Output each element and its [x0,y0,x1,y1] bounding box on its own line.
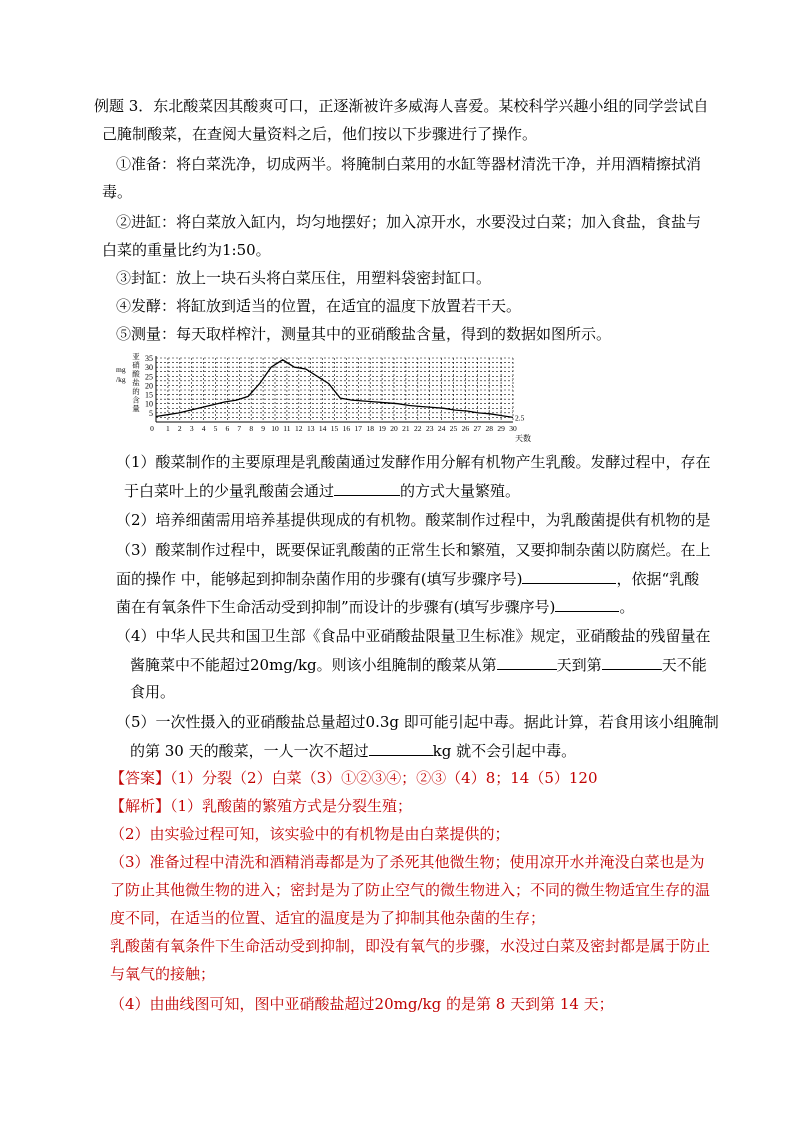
x-tick-label: 3 [189,424,194,433]
x-tick-label: 26 [461,424,470,433]
y-axis-label-char: 的 [132,386,140,396]
y-axis-label-char: 量 [132,404,140,414]
x-tick-label: 9 [261,424,265,433]
x-tick-label: 24 [437,424,446,433]
analysis-line-5: 度不同，在适当的位置、适宜的温度是为了抑制其他杂菌的生存； [110,909,546,927]
y-axis-label-char: 盐 [132,378,140,388]
analysis-label: 【解析】 [110,797,171,815]
y-axis-label-char: 酸 [132,369,140,379]
x-tick-label: 20 [390,424,398,433]
y-tick-label: 35 [145,354,153,363]
y-axis-label-char: 含 [132,395,140,405]
x-tick-label: 12 [295,424,303,433]
x-tick-label: 19 [378,424,386,433]
q4-text-c: 天不能 [661,656,707,674]
q3-line-3 [116,596,634,617]
q4-line-3: 食用。 [130,683,176,701]
step-3: ③封缸：放上一块石头将白菜压住，用塑料袋密封缸口。 [116,269,492,287]
x-tick-label: 2 [177,424,182,433]
intro-line-1: 例题 3．东北酸菜因其酸爽可口，正逐渐被许多威海人喜爱。某校科学兴趣小组的同学尝试自 [94,97,709,115]
x-tick-label: 30 [509,424,517,433]
q2-line: （2）培养细菌需用培养基提供现成的有机物。酸菜制作过程中，为乳酸菌提供有机物的是 [116,511,711,529]
q3-text-b: ，依据“乳酸 [616,570,700,588]
x-tick-label: 6 [225,424,230,433]
q5-text-a: 的第 30 天的酸菜，一人一次不超过 [130,742,369,760]
nitrite-chart [116,352,544,446]
step-1-line-2: 毒。 [102,183,133,201]
step-2-line-1: ②进缸：将白菜放入缸内，均匀地摆好；加入凉开水，水要没过白菜；加入食盐，食盐与 [116,213,702,231]
q3-line-1: （3）酸菜制作过程中，既要保证乳酸菌的正常生长和繁殖，又要抑制杂菌以防腐烂。在上 [116,541,711,559]
y-tick-label: 5 [149,408,153,418]
x-tick-label: 27 [473,424,482,433]
chart-svg [116,352,544,446]
q5-answer-blank[interactable] [369,740,433,756]
x-tick-label: 15 [330,424,339,433]
x-tick-label: 23 [425,424,434,433]
analysis-line-8: （4）由曲线图可知，图中亚硝酸盐超过20mg/kg 的是第 8 天到第 14 天； [110,995,614,1013]
chart-series [156,360,513,418]
x-axis-label: 天数 [515,434,531,443]
q1-line-1: （1）酸菜制作的主要原理是乳酸菌通过发酵作用分解有机物产生乳酸。发酵过程中，存在 [116,453,711,471]
q3-answer-blank-2[interactable] [555,596,619,612]
x-tick-label: 25 [449,424,458,433]
q3-text-d: 。 [619,598,635,616]
x-tick-label: 4 [201,424,206,433]
analysis-line-2: （2）由实验过程可知，该实验中的有机物是由白菜提供的； [110,825,510,843]
y-tick-label: 20 [145,381,153,391]
answer-label: 【答案】 [110,769,171,787]
analysis-text-1: （1）乳酸菌的繁殖方式是分裂生殖； [170,797,413,815]
analysis-line-7: 与氧气的接触； [110,965,216,983]
y-tick-label: 10 [145,399,153,409]
q3-answer-blank-1[interactable] [522,568,616,584]
x-tick-label: 16 [342,424,351,433]
y-tick-label: 30 [145,363,153,373]
analysis-line-4: 了防止其他微生物的进入；密封是为了防止空气的微生物进入；不同的微生物适宜生存的温 [110,881,711,899]
x-tick-label: 8 [249,424,254,433]
q1-text-a: 于白菜叶上的少量乳酸菌会通过 [124,482,335,500]
q3-text-c: 菌在有氧条件下生命活动受到抑制”而设计的步骤有(填写步骤序号) [116,598,556,616]
y-axis-label-char: 硝 [132,360,140,370]
x-tick-label: 11 [283,424,291,433]
q5-line-1: （5）一次性摄入的亚硝酸盐总量超过0.3g 即可能引起中毒。据此计算，若食用该小组腌制 [116,713,719,731]
y-unit-label: /kg [116,375,126,384]
q4-answer-blank-1[interactable] [497,654,557,670]
intro-line-2: 己腌制酸菜，在查阅大量资料之后，他们按以下步骤进行了操作。 [102,125,538,143]
x-tick-label: 29 [497,424,505,433]
x-tick-label: 14 [318,424,327,433]
q1-text-b: 的方式大量繁殖。 [400,482,521,500]
q4-line-1: （4）中华人民共和国卫生部《食品中亚硝酸盐限量卫生标准》规定，亚硝酸盐的残留量在 [116,627,711,645]
x-tick-label: 22 [414,424,422,433]
chart-ticks [145,354,517,433]
x-tick-label: 0 [150,424,154,433]
q3-line-2 [116,568,699,589]
q4-text-b: 天到第 [556,656,602,674]
x-tick-label: 28 [485,424,493,433]
x-tick-label: 5 [213,424,218,433]
step-4: ④发酵：将缸放到适当的位置，在适宜的温度下放置若干天。 [116,297,522,315]
x-tick-label: 21 [402,424,410,433]
y-unit-label: mg [116,365,126,374]
x-tick-label: 17 [354,424,363,433]
q4-answer-blank-2[interactable] [602,654,662,670]
answer-line [110,768,598,788]
nitrite-curve [156,360,513,418]
q5-text-b: kg 就不会引起中毒。 [432,742,577,760]
y-tick-label: 15 [145,390,153,400]
y-tick-label: 25 [145,372,153,382]
analysis-line-6: 乳酸菌有氧条件下生命活动受到抑制，即没有氧气的步骤，水没过白菜及密封都是属于防止 [110,937,711,955]
q1-answer-blank[interactable] [334,480,400,496]
analysis-line-3: （3）准备过程中清洗和酒精消毒都是为了杀死其他微生物；使用凉开水并淹没白菜也是为 [110,853,705,871]
x-tick-label: 7 [237,424,242,433]
y-axis-label-char: 亚 [132,352,140,361]
q4-line-2 [130,654,707,675]
answer-text: （1）分裂（2）白菜（3）①②③④；②③（4）8；14（5）120 [170,769,598,787]
q4-text-a: 酱腌菜中不能超过20mg/kg。则该小组腌制的酸菜从第 [130,656,497,674]
step-2-line-2: 白菜的重量比约为1:50。 [102,241,271,259]
q3-text-a: 面的操作 中，能够起到抑制杂菌作用的步骤有(填写步骤序号) [116,570,523,588]
chart-axes [156,356,513,422]
q1-line-2 [124,480,520,501]
x-tick-label: 18 [366,424,374,433]
step-5: ⑤测量：每天取样榨汁，测量其中的亚硝酸盐含量，得到的数据如图所示。 [116,325,612,343]
x-tick-label: 10 [271,424,279,433]
step-1-line-1: ①准备：将白菜洗净，切成两半。将腌制白菜用的水缸等器材清洗干净，并用酒精擦拭消 [116,155,702,173]
x-tick-label: 13 [306,424,315,433]
analysis-line-1 [110,796,412,816]
q5-line-2 [130,740,576,761]
end-value-label: 2.5 [515,413,525,423]
x-tick-label: 1 [166,424,170,433]
